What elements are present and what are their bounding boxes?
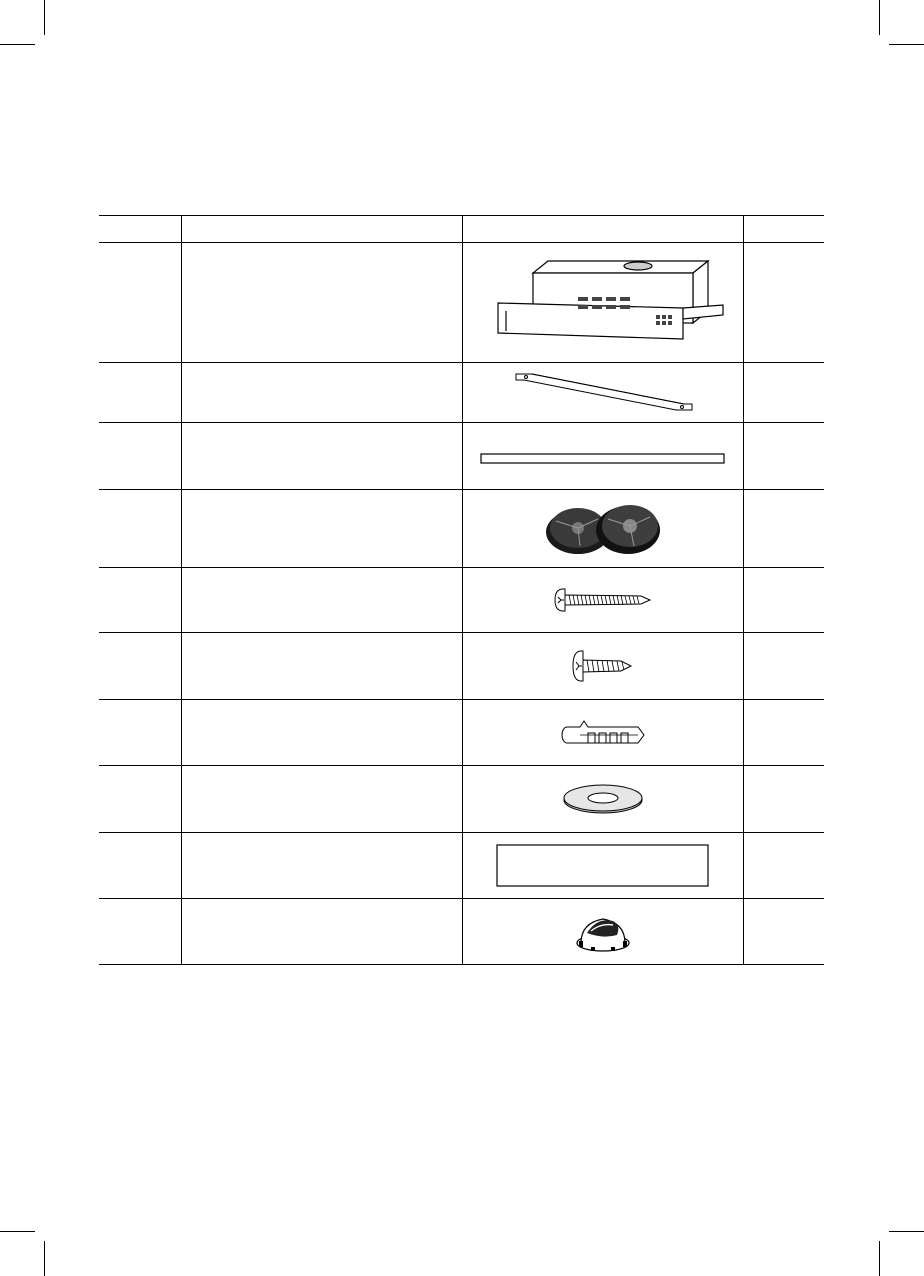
part-number — [99, 766, 181, 833]
template-sheet-icon — [496, 844, 710, 888]
table-header-row — [99, 216, 824, 243]
part-quantity — [743, 766, 824, 833]
part-quantity — [743, 833, 824, 899]
header-name — [181, 216, 462, 243]
part-name — [181, 633, 462, 700]
part-name — [181, 899, 462, 965]
table-row — [99, 766, 824, 833]
table-row — [99, 568, 824, 633]
table-row — [99, 833, 824, 899]
part-name — [181, 833, 462, 899]
part-quantity — [743, 633, 824, 700]
crop-mark — [44, 0, 45, 35]
part-number — [99, 423, 181, 490]
part-name — [181, 700, 462, 766]
part-name — [181, 243, 462, 363]
part-quantity — [743, 243, 824, 363]
table-row — [99, 899, 824, 965]
part-quantity — [743, 423, 824, 490]
part-number — [99, 833, 181, 899]
table-row — [99, 243, 824, 363]
header-number — [99, 216, 181, 243]
part-name — [181, 766, 462, 833]
part-number — [99, 700, 181, 766]
table-row — [99, 700, 824, 766]
parts-table — [99, 215, 824, 965]
part-name — [181, 423, 462, 490]
crop-mark — [0, 44, 35, 45]
crop-mark — [889, 1231, 924, 1232]
part-number — [99, 243, 181, 363]
part-quantity — [743, 568, 824, 633]
long-screw-icon — [553, 587, 653, 613]
part-quantity — [743, 899, 824, 965]
part-name — [181, 363, 462, 423]
part-number — [99, 363, 181, 423]
crop-mark — [0, 1231, 35, 1232]
crop-mark — [889, 44, 924, 45]
part-number — [99, 568, 181, 633]
washer-icon — [561, 782, 645, 816]
control-knob-icon — [573, 911, 633, 953]
part-quantity — [743, 700, 824, 766]
carbon-filter-icon — [538, 499, 668, 559]
table-row — [99, 490, 824, 568]
part-name — [181, 490, 462, 568]
part-number — [99, 633, 181, 700]
part-quantity — [743, 490, 824, 568]
header-quantity — [743, 216, 824, 243]
header-picture — [462, 216, 743, 243]
wall-plug-icon — [558, 715, 648, 751]
range-hood-icon — [478, 253, 728, 353]
table-row — [99, 363, 824, 423]
short-screw-icon — [571, 649, 635, 683]
crop-mark — [879, 0, 880, 35]
part-number — [99, 490, 181, 568]
mounting-bracket-icon — [508, 368, 698, 418]
part-quantity — [743, 363, 824, 423]
crop-mark — [44, 1241, 45, 1276]
strip-icon — [480, 452, 726, 466]
crop-mark — [879, 1241, 880, 1276]
table-row — [99, 423, 824, 490]
table-row — [99, 633, 824, 700]
part-name — [181, 568, 462, 633]
part-number — [99, 899, 181, 965]
